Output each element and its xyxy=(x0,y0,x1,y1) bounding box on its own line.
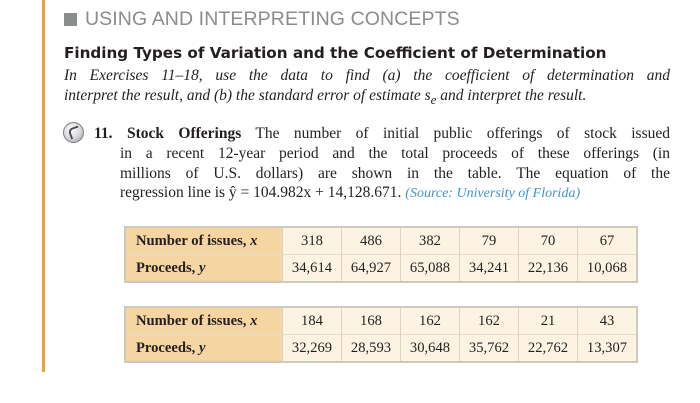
table-cell: 43 xyxy=(578,307,638,335)
exercise-title: Stock Offerings xyxy=(126,125,242,142)
source-citation: (Source: University of Florida) xyxy=(405,186,581,202)
instructions-line-2-tail: and interpret the result. xyxy=(436,87,587,104)
exercise-line-3: millions of U.S. dollars) are shown in the table. The equation of the xyxy=(120,164,670,182)
table-row xyxy=(125,307,637,335)
table-cell: 32,269 xyxy=(283,335,342,363)
table-row xyxy=(125,335,637,363)
row-header-label: Proceeds, xyxy=(136,259,199,276)
table-cell: 34,614 xyxy=(283,255,342,283)
table-cell: 21 xyxy=(519,307,578,335)
section-square-icon xyxy=(64,13,77,26)
section-header xyxy=(64,7,460,31)
table-cell: 382 xyxy=(401,227,460,255)
table-cell: 35,762 xyxy=(460,335,519,363)
row-header-proceeds xyxy=(125,335,283,363)
table-cell: 318 xyxy=(283,227,342,255)
row-header-label: Number of issues, xyxy=(136,232,251,249)
exercise-line-2: in a recent 12-year period and the total proceeds of these offerings (in xyxy=(120,144,670,162)
row-header-issues xyxy=(125,307,283,335)
row-header-proceeds xyxy=(125,255,283,283)
data-table-2 xyxy=(124,306,638,363)
table-cell: 486 xyxy=(342,227,401,255)
table-cell: 162 xyxy=(460,307,519,335)
tech-disc-icon[interactable] xyxy=(63,122,84,143)
subsection-title: Finding Types of Variation and the Coefficient of Determination xyxy=(64,44,607,62)
exercise-line-1 xyxy=(94,124,670,144)
table-cell: 34,241 xyxy=(460,255,519,283)
table-cell: 70 xyxy=(519,227,578,255)
section-accent-bar xyxy=(42,0,45,372)
row-header-label: Proceeds, xyxy=(136,339,199,356)
instructions-line-2-text: interpret the result, and (b) the standard error of estimate s xyxy=(64,87,431,104)
instructions xyxy=(64,66,670,110)
row-header-issues xyxy=(125,227,283,255)
row-header-var: y xyxy=(198,339,206,356)
table-cell: 67 xyxy=(578,227,638,255)
instructions-line-2 xyxy=(64,87,587,108)
table-row xyxy=(125,227,637,255)
row-header-var: x xyxy=(250,312,258,329)
table-cell: 64,927 xyxy=(342,255,401,283)
exercise-line-4 xyxy=(94,183,670,204)
table-cell: 13,307 xyxy=(578,335,638,363)
table-cell: 30,648 xyxy=(401,335,460,363)
table-cell: 65,088 xyxy=(401,255,460,283)
row-header-label: Number of issues, xyxy=(136,312,251,329)
regression-equation: regression line is ŷ = 104.982x + 14,128.671. xyxy=(120,184,402,202)
row-header-var: y xyxy=(198,259,206,276)
table-cell: 79 xyxy=(460,227,519,255)
table-cell: 22,762 xyxy=(519,335,578,363)
table-row xyxy=(125,255,637,283)
exercise-text-1: The number of initial public offerings of stock issued xyxy=(255,125,670,142)
table-cell: 28,593 xyxy=(342,335,401,363)
table-cell: 22,136 xyxy=(519,255,578,283)
table-cell: 162 xyxy=(401,307,460,335)
exercise-number: 11. xyxy=(94,125,113,142)
table-cell: 10,068 xyxy=(578,255,638,283)
section-title: USING AND INTERPRETING CONCEPTS xyxy=(85,7,460,30)
table-cell: 184 xyxy=(283,307,342,335)
instructions-line-1: In Exercises 11–18, use the data to find (a) the coefficient of determination and xyxy=(64,67,670,84)
exercise-11 xyxy=(94,124,670,204)
row-header-var: x xyxy=(250,232,258,249)
table-cell: 168 xyxy=(342,307,401,335)
subscript-e: e xyxy=(430,92,437,108)
data-table-1 xyxy=(124,226,638,283)
